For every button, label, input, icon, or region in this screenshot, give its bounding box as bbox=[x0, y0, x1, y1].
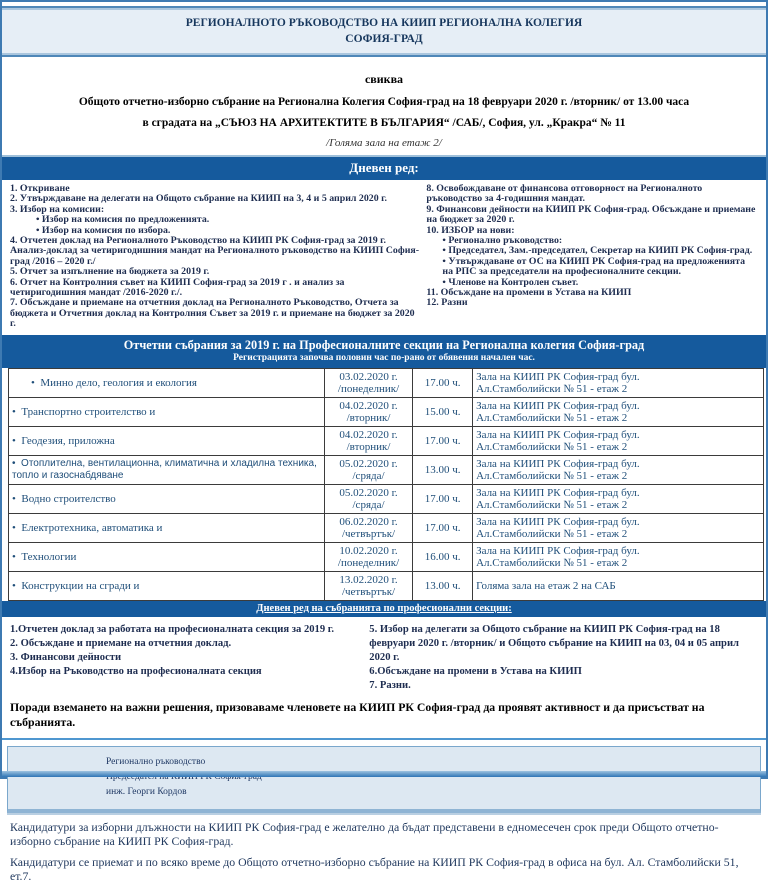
convene-word: свиква bbox=[364, 72, 404, 86]
sections-agenda-title: Дневен ред на събранията по професионални секции: bbox=[256, 602, 512, 614]
time-cell: 17.00 ч. bbox=[413, 426, 473, 455]
list-item: 4. Отчетен доклад на Регионалното Ръководство на КИИП РК София-град за 2019 г. Анализ-доклад за четиригодишния мандат на Регионалното ръководство на КИИП София-град /2016 – 2020 г./ bbox=[10, 235, 420, 267]
agenda-left-column bbox=[10, 184, 421, 330]
sections-table-body bbox=[9, 368, 764, 600]
list-item: 2. Обсъждане и приемане на отчетния доклад. bbox=[10, 637, 232, 649]
time-cell: 17.00 ч. bbox=[413, 368, 473, 397]
list-item: 10. ИЗБОР на нови: bbox=[426, 224, 515, 236]
bottom-accent-band bbox=[2, 771, 766, 777]
agenda-right-column bbox=[421, 184, 758, 330]
location-cell: Зала на КИИП РК София-град бул. Ал.Стамболийски № 51 - етаж 2 bbox=[473, 455, 764, 484]
list-item: 1. Откриване bbox=[10, 183, 70, 194]
signature-name: инж. Георги Кордов bbox=[106, 786, 187, 797]
sections-schedule-table bbox=[8, 368, 764, 601]
list-item: 7. Разни. bbox=[369, 679, 411, 691]
location-cell: Зала на КИИП РК София-град бул. Ал.Стамболийски № 51 - етаж 2 bbox=[473, 397, 764, 426]
list-item: 3. Финансови дейности bbox=[10, 651, 122, 663]
list-item: 5. Отчет за изпълнение на бюджета за 2019 г. bbox=[10, 266, 210, 278]
section-name-cell: • Отоплителна, вентилационна, климатична и хладилна техника, топло и газоснабдяване bbox=[9, 455, 325, 484]
meeting-datetime-line: Общото отчетно-изборно събрание на Регионална Колегия София-град на 18 февруари 2020 г. /вторник/ от 13.00 часа bbox=[78, 96, 690, 108]
date-cell: 04.02.2020 г. /вторник/ bbox=[324, 397, 412, 426]
location-cell: Зала на КИИП РК София-град бул. Ал.Стамболийски № 51 - етаж 2 bbox=[473, 542, 764, 571]
sections-table-title: Отчетни събрания за 2019 г. на Професионалните секции на Регионална колегия София-град bbox=[123, 337, 645, 352]
list-item: • Членове на Контролен съвет. bbox=[442, 276, 579, 288]
sections-agenda-right-column bbox=[365, 623, 758, 693]
header-title-line1: РЕГИОНАЛНОТО РЪКОВОДСТВО НА КИИП РЕГИОНАЛНА КОЛЕГИЯ bbox=[185, 17, 583, 29]
list-item: • Избор на комисия по предложенията. bbox=[36, 214, 210, 226]
time-cell: 17.00 ч. bbox=[413, 513, 473, 542]
agenda-list bbox=[2, 180, 766, 335]
section-name-cell: • Конструкции на сгради и bbox=[9, 571, 325, 600]
meeting-hall-line: /Голяма зала на етаж 2/ bbox=[326, 137, 442, 149]
candidacy-note-2: Кандидатури се приемат и по всяко време до Общото отчетно-изборно събрание на КИИП РК София-град в офиса на бул. Ал. Стамболийски 51, ет.7. bbox=[10, 854, 739, 884]
time-cell: 13.00 ч. bbox=[413, 571, 473, 600]
location-cell: Голяма зала на етаж 2 на САБ bbox=[473, 571, 764, 600]
date-cell: 10.02.2020 г. /понеделник/ bbox=[324, 542, 412, 571]
date-cell: 06.02.2020 г. /четвъртък/ bbox=[324, 513, 412, 542]
section-row bbox=[9, 542, 764, 571]
list-item: • Регионално ръководство: bbox=[442, 235, 563, 247]
section-row bbox=[9, 368, 764, 397]
location-cell: Зала на КИИП РК София-град бул. Ал.Стамболийски № 51 - етаж 2 bbox=[473, 484, 764, 513]
agenda-title: Дневен ред: bbox=[349, 160, 419, 175]
meeting-venue-line: в сградата на „СЪЮЗ НА АРХИТЕКТИТЕ В БЪЛГАРИЯ“ /САБ/, София, ул. „Кракра“ № 11 bbox=[142, 117, 626, 129]
sections-table-header bbox=[2, 335, 766, 368]
section-row bbox=[9, 426, 764, 455]
section-name-cell: • Минно дело, геология и екология bbox=[9, 368, 325, 397]
divider-line bbox=[2, 738, 766, 740]
section-name-cell: • Геодезия, приложна bbox=[9, 426, 325, 455]
document-header bbox=[2, 10, 766, 53]
section-row bbox=[9, 484, 764, 513]
date-cell: 05.02.2020 г. /сряда/ bbox=[324, 455, 412, 484]
list-item: 3. Избор на комисии: bbox=[10, 203, 105, 215]
list-item: • Утвърждаване от ОС на КИИП РК София-град на предложенията на РПС за председатели на професионалните секции. bbox=[442, 255, 746, 278]
date-cell: 04.02.2020 г. /вторник/ bbox=[324, 426, 412, 455]
location-cell: Зала на КИИП РК София-град бул. Ал.Стамболийски № 51 - етаж 2 bbox=[473, 426, 764, 455]
list-item: 12. Разни bbox=[426, 297, 468, 309]
date-cell: 13.02.2020 г. /четвъртък/ bbox=[324, 571, 412, 600]
list-item: 7. Обсъждане и приемане на отчетния доклад на Регионалното Ръководство, Отчета за бюджета и Отчетния доклад на Контролния Съвет за 2019 г. и приемане на бюджет за 2020 г. bbox=[10, 297, 415, 330]
location-cell: Зала на КИИП РК София-град бул. Ал.Стамболийски № 51 - етаж 2 bbox=[473, 513, 764, 542]
list-item: 6. Отчет на Контролния съвет на КИИП София-град за 2019 г . и анализ за четиригодишния мандат /2016-2020 г./. bbox=[10, 276, 345, 299]
list-item: 4.Избор на Ръководство на професионалната секция bbox=[10, 665, 262, 677]
section-row bbox=[9, 455, 764, 484]
date-cell: 05.02.2020 г. /сряда/ bbox=[324, 484, 412, 513]
location-cell: Зала на КИИП РК София-град бул. Ал.Стамболийски № 51 - етаж 2 bbox=[473, 368, 764, 397]
date-cell: 03.02.2020 г. /понеделник/ bbox=[324, 368, 412, 397]
list-item: • Председател, Зам.-председател, Секретар на КИИП РК София-град. bbox=[442, 245, 753, 257]
sections-table-subtitle: Регистрацията започва половин час по-рано от обявения начален час. bbox=[233, 352, 535, 363]
list-item: 9. Финансови дейности на КИИП РК София-град. Обсъждане и приемане на бюджет за 2020 г. bbox=[426, 203, 756, 226]
agenda-header-bar bbox=[2, 155, 766, 180]
sections-agenda-left-column bbox=[10, 623, 365, 693]
time-cell: 16.00 ч. bbox=[413, 542, 473, 571]
list-item: 1.Отчетен доклад за работата на професионалната секция за 2019 г. bbox=[10, 623, 335, 635]
call-to-action: Поради вземането на важни решения, призоваваме членовете на КИИП РК София-град да проявят активност и да присъстват на събранията. bbox=[10, 699, 705, 729]
sections-agenda-header-bar bbox=[2, 601, 766, 617]
list-item: • Избор на комисия по избора. bbox=[36, 224, 171, 236]
section-row bbox=[9, 513, 764, 542]
list-item: 11. Обсъждане на промени в Устава на КИИП bbox=[426, 287, 632, 299]
list-item: 2. Утвърждаване на делегати на Общото събрание на КИИП на 3, 4 и 5 април 2020 г. bbox=[10, 193, 387, 205]
signature-block bbox=[7, 746, 761, 813]
time-cell: 15.00 ч. bbox=[413, 397, 473, 426]
intro-block bbox=[2, 63, 766, 155]
candidacy-note-1: Кандидатури за изборни длъжности на КИИП РК София-град е желателно да бъдат представени в едномесечен срок преди Общото отчетно-изборно събрание на КИИП РК София-град. bbox=[10, 819, 719, 849]
list-item: 8. Освобождаване от финансова отговорност на Регионалното ръководство за 4-годишния мандат. bbox=[426, 183, 703, 205]
time-cell: 17.00 ч. bbox=[413, 484, 473, 513]
section-name-cell: • Водно строителство bbox=[9, 484, 325, 513]
list-item: 5. Избор на делегати за Общото събрание на КИИП РК София-град на 18 февруари 2020 г. /вторник/ и Общото събрание на КИИП на 03, 04 и 05 април 2020 г. bbox=[369, 623, 740, 663]
section-name-cell: • Електротехника, автоматика и bbox=[9, 513, 325, 542]
list-item: 6.Обсъждане на промени в Устава на КИИП bbox=[369, 665, 582, 677]
section-row bbox=[9, 571, 764, 600]
section-name-cell: • Транспортно строителство и bbox=[9, 397, 325, 426]
section-row bbox=[9, 397, 764, 426]
signature-org: Регионално ръководство bbox=[106, 756, 206, 767]
time-cell: 13.00 ч. bbox=[413, 455, 473, 484]
header-title-line2: СОФИЯ-ГРАД bbox=[345, 33, 423, 45]
sections-agenda-list bbox=[2, 617, 766, 695]
section-name-cell: • Технологии bbox=[9, 542, 325, 571]
